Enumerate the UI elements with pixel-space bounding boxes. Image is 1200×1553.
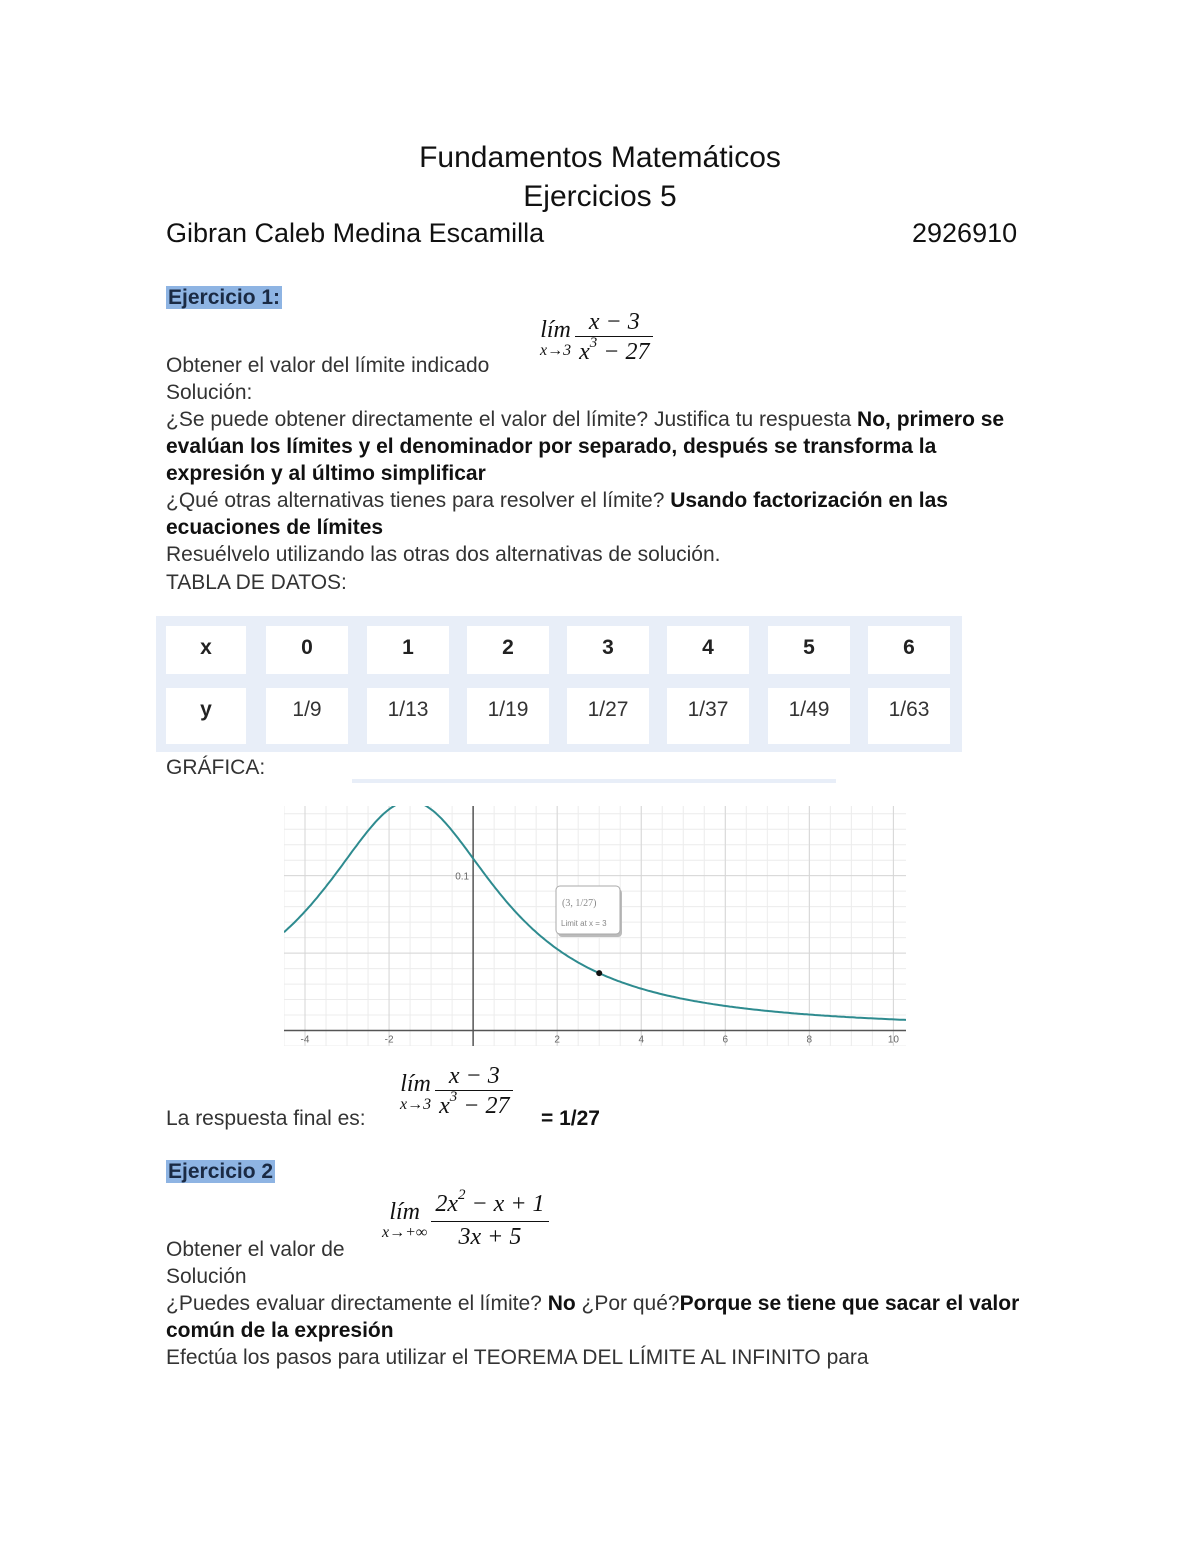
student-id: 2926910 bbox=[912, 218, 1018, 248]
question-2-text: ¿Qué otras alternativas tienes para resolver el límite? bbox=[166, 489, 671, 512]
limit-expression-2 bbox=[382, 1187, 549, 1252]
question-2 bbox=[166, 487, 1026, 541]
separator-bar bbox=[352, 779, 836, 783]
x-tick-label: 10 bbox=[887, 1034, 899, 1046]
answer-1-text: No, primero se evalúan los límites y el denominador por separado, después se transforma la expresión y al último simplificar bbox=[166, 408, 1005, 485]
lim-word: lím bbox=[540, 317, 571, 343]
function-graph bbox=[284, 806, 906, 1046]
table-y-cell: 1/9 bbox=[266, 688, 348, 744]
table-label: TABLA DE DATOS: bbox=[166, 571, 347, 594]
final-answer-value: = 1/27 bbox=[541, 1107, 600, 1130]
limit-point bbox=[596, 970, 602, 976]
table-x-cell: 3 bbox=[567, 626, 649, 674]
ex2-question-text: ¿Puedes evaluar directamente el límite? bbox=[166, 1292, 548, 1315]
table-x-cell: 1 bbox=[367, 626, 449, 674]
table-y-cell: 1/63 bbox=[868, 688, 950, 744]
tooltip-label: Limit at x = 3 bbox=[561, 919, 607, 928]
x-tick-label: 4 bbox=[638, 1034, 645, 1046]
question-1 bbox=[166, 406, 1026, 487]
exercise-2-prompt: Obtener el valor de bbox=[166, 1238, 345, 1261]
table-y-cell: 1/49 bbox=[768, 688, 850, 744]
x-tick-label: -2 bbox=[384, 1034, 394, 1046]
exercise-1-prompt: Obtener el valor del límite indicado bbox=[166, 354, 490, 377]
solution-label-2: Solución bbox=[166, 1265, 247, 1288]
lim-subscript: x→3 bbox=[540, 342, 572, 359]
table-y-cell: 1/19 bbox=[467, 688, 549, 744]
den-exponent: 3 bbox=[449, 1089, 458, 1105]
final-answer-prefix: La respuesta final es: bbox=[166, 1107, 366, 1130]
ex2-why-text: ¿Por qué? bbox=[575, 1292, 680, 1315]
document-subtitle: Ejercicios 5 bbox=[523, 180, 677, 213]
table-x-cell: 2 bbox=[467, 626, 549, 674]
den-exponent: 3 bbox=[589, 335, 598, 351]
den-base: x bbox=[439, 1093, 450, 1119]
exercise-1-heading: Ejercicio 1: bbox=[168, 286, 281, 309]
author-name: Gibran Caleb Medina Escamilla bbox=[166, 218, 545, 248]
ex2-answer-text: No bbox=[547, 1292, 576, 1315]
ex2-why-answer: Porque se tiene que sacar el valor común de la expresión bbox=[166, 1292, 1020, 1342]
numerator: x − 3 bbox=[435, 1062, 513, 1091]
answer-2-text: Usando factorización en las ecuaciones de límites bbox=[166, 489, 948, 539]
table-x-cell: 6 bbox=[868, 626, 950, 674]
limit-expression-final bbox=[400, 1062, 513, 1124]
table-x-cell: 0 bbox=[266, 626, 348, 674]
document-title: Fundamentos Matemáticos bbox=[419, 141, 781, 174]
x-tick-label: 6 bbox=[722, 1034, 729, 1046]
table-y-label: y bbox=[166, 688, 246, 744]
lim-word: lím bbox=[400, 1071, 431, 1097]
instruction-1: Resuélvelo utilizando las otras dos alternativas de solución. bbox=[166, 543, 721, 566]
den-rest: − 27 bbox=[457, 1093, 510, 1119]
tooltip-coordinate: (3, 1/27) bbox=[562, 898, 597, 909]
y-tick-label: 0.1 bbox=[455, 871, 470, 883]
graph-label: GRÁFICA: bbox=[166, 756, 266, 779]
data-table bbox=[156, 616, 962, 752]
lim-word: lím bbox=[389, 1199, 420, 1225]
x-tick-label: 2 bbox=[554, 1034, 560, 1046]
x-tick-label: 8 bbox=[806, 1034, 813, 1046]
table-y-cell: 1/37 bbox=[667, 688, 749, 744]
den-base: x bbox=[579, 339, 590, 365]
exercise-2-heading: Ejercicio 2 bbox=[168, 1160, 274, 1183]
num-exponent: 2 bbox=[457, 1187, 466, 1203]
table-x-label: x bbox=[166, 626, 246, 674]
table-x-cell: 4 bbox=[667, 626, 749, 674]
table-y-cell: 1/13 bbox=[367, 688, 449, 744]
lim-subscript: x→+∞ bbox=[382, 1224, 428, 1241]
x-tick-label: -4 bbox=[300, 1034, 310, 1046]
den-rest: − 27 bbox=[597, 339, 650, 365]
num-coef: 2x bbox=[435, 1191, 458, 1217]
question-1-text: ¿Se puede obtener directamente el valor del límite? Justifica tu respuesta bbox=[166, 408, 858, 431]
table-x-cell: 5 bbox=[768, 626, 850, 674]
limit-expression-1 bbox=[540, 308, 653, 370]
ex2-question-1 bbox=[166, 1290, 1026, 1344]
numerator: x − 3 bbox=[575, 308, 653, 337]
table-y-cell: 1/27 bbox=[567, 688, 649, 744]
num-rest: − x + 1 bbox=[465, 1191, 545, 1217]
denominator: 3x + 5 bbox=[458, 1224, 522, 1250]
solution-label-1: Solución: bbox=[166, 381, 253, 404]
lim-subscript: x→3 bbox=[400, 1096, 432, 1113]
ex2-instruction: Efectúa los pasos para utilizar el TEOREMA DEL LÍMITE AL INFINITO para bbox=[166, 1346, 869, 1369]
